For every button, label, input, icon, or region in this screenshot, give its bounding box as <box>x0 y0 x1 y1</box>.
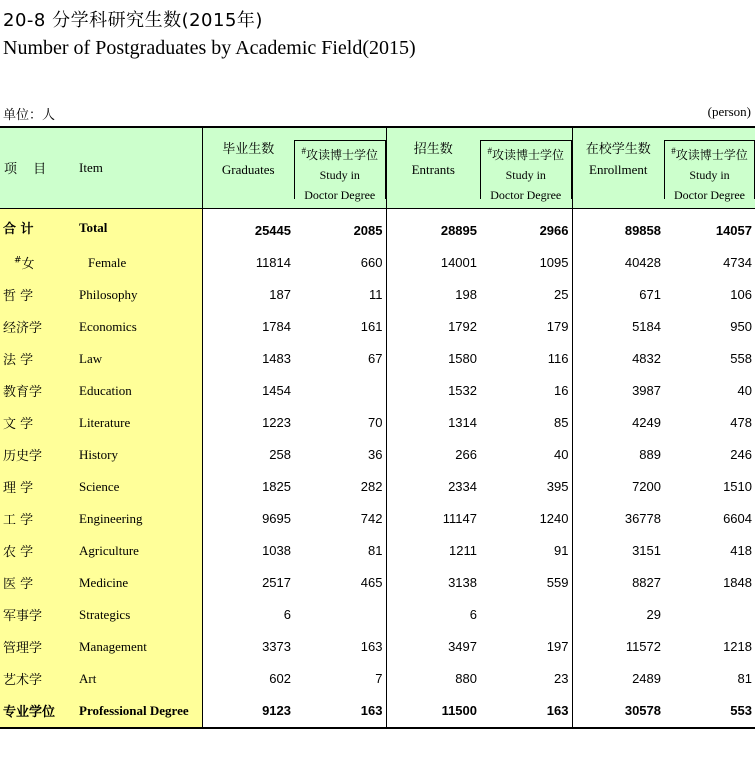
value-cell: 1223 <box>202 407 294 439</box>
value-cell: 395 <box>546 479 569 494</box>
row-label-chinese: 哲 学 <box>0 279 76 311</box>
value-cell <box>294 375 386 407</box>
value-cell: 81 <box>737 671 752 686</box>
table-row <box>0 663 755 695</box>
row-label-english: Philosophy <box>76 279 202 311</box>
value-cell: 7200 <box>572 471 664 503</box>
header-graduates <box>202 128 294 208</box>
value-cell: 8827 <box>572 567 664 599</box>
table-row <box>0 567 755 599</box>
header-entrants-doctor: #攻读博士学位 Study in Doctor Degree <box>480 140 572 199</box>
postgraduates-table <box>0 126 755 729</box>
row-label-english: History <box>76 439 202 471</box>
value-cell: 14001 <box>386 247 480 279</box>
value-cell <box>664 599 755 631</box>
table-title-english: Number of Postgraduates by Academic Field(2015) <box>3 37 416 59</box>
value-cell: 1532 <box>386 375 480 407</box>
row-label-chinese: 经济学 <box>0 311 76 343</box>
value-cell: 1848 <box>723 575 752 590</box>
value-cell: 25 <box>554 287 569 302</box>
value-cell: 2489 <box>572 663 664 695</box>
table-row <box>0 311 755 343</box>
row-label-english: Medicine <box>76 567 202 599</box>
value-cell: 2966 <box>539 223 569 238</box>
value-cell: 163 <box>360 639 383 654</box>
table-row <box>0 631 755 663</box>
row-label-english: Economics <box>76 311 202 343</box>
value-cell: 1211 <box>386 535 480 567</box>
row-label-english: Art <box>76 663 202 695</box>
value-cell: 29 <box>572 599 664 631</box>
table-row <box>0 279 755 311</box>
table-row <box>0 599 755 631</box>
value-cell: 3138 <box>386 567 480 599</box>
value-cell: 558 <box>730 351 752 366</box>
table-title-chinese: 20-8 分学科研究生数(2015年) <box>3 10 263 31</box>
value-cell: 478 <box>730 415 752 430</box>
value-cell: 161 <box>360 319 383 334</box>
row-label-chinese: 历史学 <box>0 439 76 471</box>
value-cell: 11572 <box>572 631 664 663</box>
row-label-chinese: 农 学 <box>0 535 76 567</box>
value-cell: 4832 <box>572 343 664 375</box>
row-label-chinese: 管理学 <box>0 631 76 663</box>
value-cell: 742 <box>360 511 383 526</box>
value-cell: 106 <box>730 287 752 302</box>
value-cell <box>294 599 386 631</box>
value-cell: 6 <box>386 599 480 631</box>
value-cell: 4734 <box>723 255 752 270</box>
value-cell: 1792 <box>386 311 480 343</box>
table-row <box>0 208 755 247</box>
row-label-chinese: 工 学 <box>0 503 76 535</box>
header-enrollment <box>572 128 664 208</box>
header-entrants <box>386 128 480 208</box>
value-cell: 3151 <box>572 535 664 567</box>
value-cell: 1580 <box>386 343 480 375</box>
row-label-chinese: 文 学 <box>0 407 76 439</box>
row-label-english: Education <box>76 375 202 407</box>
table-row <box>0 695 755 728</box>
value-cell: 1095 <box>539 255 569 270</box>
value-cell: 36778 <box>572 503 664 535</box>
value-cell: 950 <box>730 319 752 334</box>
row-label-english: Agriculture <box>76 535 202 567</box>
value-cell: 89858 <box>572 208 664 247</box>
unit-label-english: (person) <box>707 104 751 119</box>
value-cell: 11500 <box>386 695 480 728</box>
row-label-english: Professional Degree <box>76 695 202 728</box>
value-cell: 163 <box>360 703 383 718</box>
row-label-chinese: 法 学 <box>0 343 76 375</box>
value-cell: 40 <box>554 447 569 462</box>
header-graduates-cn: 毕业生数 <box>222 142 275 157</box>
row-label-chinese: #女 <box>0 247 76 279</box>
value-cell: 197 <box>546 639 569 654</box>
value-cell: 7 <box>375 671 383 686</box>
value-cell: 163 <box>546 703 569 718</box>
header-item-chinese: 项 目 <box>0 128 76 208</box>
value-cell: 9695 <box>202 503 294 535</box>
value-cell: 116 <box>547 351 569 366</box>
row-label-chinese: 理 学 <box>0 471 76 503</box>
value-cell: 28895 <box>386 208 480 247</box>
row-label-english: Strategics <box>76 599 202 631</box>
value-cell: 553 <box>730 703 752 718</box>
value-cell: 11814 <box>202 247 294 279</box>
unit-label-chinese: 单位：人 <box>3 108 56 123</box>
header-graduates-en: Graduates <box>221 162 275 177</box>
row-label-english: Science <box>76 471 202 503</box>
value-cell: 25445 <box>202 208 294 247</box>
table-row <box>0 407 755 439</box>
value-cell <box>480 599 572 631</box>
header-entrants-cn: 招生数 <box>413 142 453 157</box>
row-label-chinese: 军事学 <box>0 599 76 631</box>
value-cell: 198 <box>386 279 480 311</box>
value-cell: 282 <box>360 479 383 494</box>
row-label-english: Engineering <box>76 503 202 535</box>
value-cell: 4249 <box>572 407 664 439</box>
value-cell: 85 <box>554 415 569 430</box>
header-item-english: Item <box>76 128 202 208</box>
table-body <box>0 208 755 728</box>
value-cell: 1218 <box>723 639 752 654</box>
value-cell: 889 <box>572 439 664 471</box>
value-cell: 67 <box>368 351 383 366</box>
value-cell: 23 <box>554 671 569 686</box>
header-graduates-doctor: #攻读博士学位 Study in Doctor Degree <box>294 140 386 199</box>
table-row <box>0 247 755 279</box>
table-row <box>0 343 755 375</box>
value-cell: 1510 <box>723 479 752 494</box>
value-cell: 671 <box>572 279 664 311</box>
value-cell: 2517 <box>202 567 294 599</box>
row-label-chinese: 专业学位 <box>0 695 76 728</box>
row-label-chinese: 教育学 <box>0 375 76 407</box>
row-label-chinese: 合 计 <box>0 208 76 247</box>
value-cell: 11 <box>369 287 383 302</box>
value-cell: 2085 <box>353 223 383 238</box>
value-cell: 246 <box>730 447 752 462</box>
value-cell: 5184 <box>572 311 664 343</box>
header-enrollment-en: Enrollment <box>589 162 648 177</box>
row-label-english: Literature <box>76 407 202 439</box>
value-cell: 258 <box>202 439 294 471</box>
row-label-english: Total <box>76 208 202 247</box>
value-cell: 1483 <box>202 343 294 375</box>
table-row <box>0 535 755 567</box>
value-cell: 3987 <box>572 375 664 407</box>
table-row <box>0 471 755 503</box>
value-cell: 81 <box>368 543 383 558</box>
row-label-chinese: 艺术学 <box>0 663 76 695</box>
value-cell: 6 <box>202 599 294 631</box>
header-entrants-en: Entrants <box>411 162 455 177</box>
value-cell: 2334 <box>386 471 480 503</box>
value-cell: 266 <box>386 439 480 471</box>
value-cell: 559 <box>546 575 569 590</box>
value-cell: 36 <box>368 447 383 462</box>
value-cell: 91 <box>554 543 569 558</box>
value-cell: 16 <box>554 383 569 398</box>
value-cell: 465 <box>360 575 383 590</box>
value-cell: 880 <box>386 663 480 695</box>
value-cell: 9123 <box>202 695 294 728</box>
value-cell: 418 <box>730 543 752 558</box>
row-label-english: Law <box>76 343 202 375</box>
row-label-english: Female <box>76 247 202 279</box>
row-label-chinese: 医 学 <box>0 567 76 599</box>
value-cell: 30578 <box>572 695 664 728</box>
value-cell: 1314 <box>386 407 480 439</box>
table-row <box>0 503 755 535</box>
value-cell: 6604 <box>723 511 752 526</box>
value-cell: 3497 <box>386 631 480 663</box>
value-cell: 14057 <box>715 223 752 238</box>
value-cell: 1784 <box>202 311 294 343</box>
row-label-english: Management <box>76 631 202 663</box>
value-cell: 3373 <box>202 631 294 663</box>
header-enrollment-cn: 在校学生数 <box>585 142 651 157</box>
value-cell: 40 <box>737 383 752 398</box>
value-cell: 70 <box>368 415 383 430</box>
value-cell: 11147 <box>386 503 480 535</box>
value-cell: 660 <box>360 255 383 270</box>
value-cell: 179 <box>546 319 569 334</box>
value-cell: 40428 <box>572 247 664 279</box>
value-cell: 1240 <box>539 511 569 526</box>
table-row <box>0 375 755 407</box>
header-enrollment-doctor: #攻读博士学位 Study in Doctor Degree <box>664 140 755 199</box>
table-row <box>0 439 755 471</box>
value-cell: 602 <box>202 663 294 695</box>
value-cell: 1038 <box>202 535 294 567</box>
value-cell: 1825 <box>202 471 294 503</box>
value-cell: 187 <box>202 279 294 311</box>
value-cell: 1454 <box>202 375 294 407</box>
